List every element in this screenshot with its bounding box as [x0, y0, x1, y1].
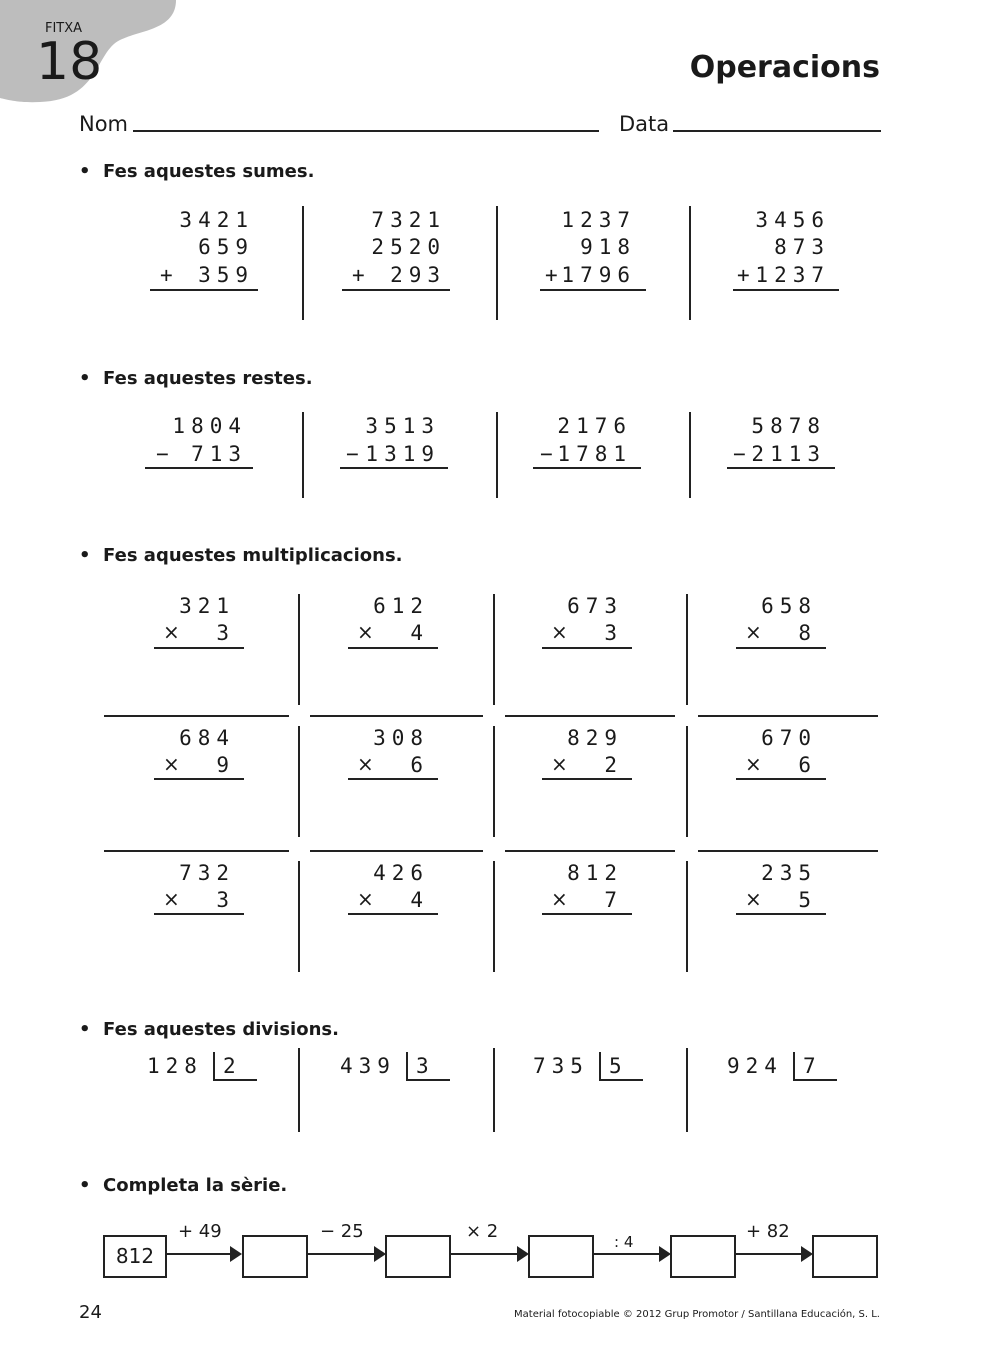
column-divider: [302, 412, 304, 498]
times-sign: ×: [163, 620, 180, 644]
divisor: 7: [803, 1054, 816, 1078]
multiplication-line: [154, 778, 244, 780]
row-divider: [505, 715, 675, 717]
series-heading-text: Completa la sèrie.: [103, 1175, 288, 1196]
sums-heading-text: Fes aquestes sumes.: [103, 161, 315, 182]
multiplier: 4: [410, 621, 429, 645]
series-answer-box[interactable]: [812, 1235, 878, 1278]
arrow-icon: [594, 1253, 669, 1255]
multiplication-line: [542, 647, 632, 649]
column-divider: [686, 861, 688, 972]
arrow-icon: [736, 1253, 811, 1255]
times-sign: ×: [551, 887, 568, 911]
times-sign: ×: [357, 620, 374, 644]
multiplier: 3: [604, 621, 623, 645]
multiplier: 7: [604, 888, 623, 912]
column-divider: [496, 206, 498, 320]
multiplicand: 612: [373, 594, 429, 618]
sum-line: [150, 289, 258, 291]
series-heading: • Completa la sèrie.: [79, 1175, 288, 1196]
multiplier: 8: [798, 621, 817, 645]
series-op: − 25: [320, 1221, 364, 1242]
divisor: 5: [609, 1054, 622, 1078]
plus-sign: +: [352, 263, 365, 287]
multiplier: 5: [798, 888, 817, 912]
multiplicand: 426: [373, 861, 429, 885]
page-title: Operacions: [689, 50, 880, 85]
sum-line: [733, 289, 839, 291]
multiplication-line: [736, 647, 826, 649]
column-divider: [686, 726, 688, 837]
multiplication-line: [736, 913, 826, 915]
divisor: 3: [416, 1054, 429, 1078]
subtrahend: 1319: [365, 442, 440, 466]
column-divider: [298, 1048, 300, 1132]
subtractions-heading-text: Fes aquestes restes.: [103, 368, 313, 389]
minus-sign: −: [346, 442, 359, 466]
subtraction-line: [533, 467, 641, 469]
row-divider: [310, 715, 483, 717]
minus-sign: −: [540, 442, 553, 466]
multiplication-line: [348, 647, 438, 649]
subtractions-heading: • Fes aquestes restes.: [79, 368, 313, 389]
multiplicand: 829: [567, 726, 623, 750]
multiplier: 9: [216, 753, 235, 777]
arrow-icon: [308, 1253, 384, 1255]
plus-sign: +: [545, 263, 558, 287]
multiplicand: 673: [567, 594, 623, 618]
dividend: 735: [533, 1054, 589, 1078]
addend: 359: [198, 263, 254, 287]
series-answer-box[interactable]: [670, 1235, 736, 1278]
divisions-heading-text: Fes aquestes divisions.: [103, 1019, 339, 1040]
series-op: : 4: [614, 1233, 634, 1251]
row-divider: [104, 850, 289, 852]
row-divider: [698, 715, 878, 717]
sum-line: [342, 289, 450, 291]
row-divider: [698, 850, 878, 852]
divisions-heading: • Fes aquestes divisions.: [79, 1019, 339, 1040]
minuend: 3513: [365, 414, 440, 438]
multiplier: 4: [410, 888, 429, 912]
subtrahend: 1781: [557, 442, 632, 466]
date-label: Data: [619, 112, 670, 136]
minuend: 2176: [557, 414, 632, 438]
column-divider: [493, 594, 495, 705]
name-field[interactable]: [133, 130, 599, 132]
multiplicand: 235: [761, 861, 817, 885]
row-divider: [104, 715, 289, 717]
sums-heading: • Fes aquestes sumes.: [79, 161, 315, 182]
subtraction-line: [727, 467, 835, 469]
times-sign: ×: [357, 752, 374, 776]
times-sign: ×: [745, 887, 762, 911]
multiplication-line: [542, 778, 632, 780]
minuend: 1804: [172, 414, 247, 438]
multiplier: 2: [604, 753, 623, 777]
multiplier: 6: [410, 753, 429, 777]
multiplication-line: [154, 647, 244, 649]
dividend: 439: [340, 1054, 396, 1078]
multiplicand: 812: [567, 861, 623, 885]
addend: 3421: [179, 208, 254, 232]
times-sign: ×: [551, 752, 568, 776]
multiplication-line: [736, 778, 826, 780]
multiplication-line: [154, 913, 244, 915]
series-start-box: [103, 1235, 167, 1278]
subtrahend: 2113: [751, 442, 826, 466]
addend: 873: [774, 235, 830, 259]
column-divider: [493, 861, 495, 972]
multiplicand: 670: [761, 726, 817, 750]
multiplier: 3: [216, 621, 235, 645]
column-divider: [689, 206, 691, 320]
addend: 293: [390, 263, 446, 287]
dividend: 924: [727, 1054, 783, 1078]
subtraction-line: [340, 467, 448, 469]
minus-sign: −: [733, 442, 746, 466]
column-divider: [496, 412, 498, 498]
sum-line: [540, 289, 646, 291]
page-number: 24: [79, 1302, 102, 1323]
column-divider: [689, 412, 691, 498]
multiplication-line: [542, 913, 632, 915]
series-start-value: 812: [115, 1244, 155, 1268]
arrow-icon: [167, 1253, 240, 1255]
column-divider: [298, 726, 300, 837]
addend: 1796: [561, 263, 636, 287]
addend: 659: [198, 235, 254, 259]
subtrahend: 713: [191, 442, 247, 466]
multiplicand: 321: [179, 594, 235, 618]
multiplicand: 732: [179, 861, 235, 885]
subtraction-line: [145, 467, 253, 469]
multiplicand: 684: [179, 726, 235, 750]
column-divider: [302, 206, 304, 320]
badge-label: FITXA: [45, 21, 83, 36]
plus-sign: +: [160, 263, 173, 287]
addend: 3456: [755, 208, 830, 232]
series-answer-box[interactable]: [528, 1235, 594, 1278]
multiplications-heading-text: Fes aquestes multiplicacions.: [103, 545, 403, 566]
series-op: + 49: [178, 1221, 222, 1242]
column-divider: [298, 861, 300, 972]
column-divider: [493, 726, 495, 837]
column-divider: [686, 594, 688, 705]
multiplier: 3: [216, 888, 235, 912]
badge-number: 18: [36, 32, 103, 92]
times-sign: ×: [551, 620, 568, 644]
multiplication-line: [348, 778, 438, 780]
multiplications-heading: • Fes aquestes multiplicacions.: [79, 545, 403, 566]
multiplicand: 658: [761, 594, 817, 618]
series-answer-box[interactable]: [385, 1235, 451, 1278]
series-answer-box[interactable]: [242, 1235, 308, 1278]
divisor: 2: [223, 1054, 236, 1078]
row-divider: [310, 850, 483, 852]
copyright: Material fotocopiable © 2012 Grup Promotor / Santillana Educación, S. L.: [514, 1309, 880, 1320]
series-op: + 82: [746, 1221, 790, 1242]
name-label: Nom: [79, 112, 129, 136]
addend: 7321: [371, 208, 446, 232]
column-divider: [298, 594, 300, 705]
addend: 2520: [371, 235, 446, 259]
times-sign: ×: [163, 752, 180, 776]
minuend: 5878: [751, 414, 826, 438]
addend: 918: [580, 235, 636, 259]
dividend: 128: [147, 1054, 203, 1078]
addend: 1237: [755, 263, 830, 287]
multiplicand: 308: [373, 726, 429, 750]
column-divider: [493, 1048, 495, 1132]
series-op: × 2: [466, 1221, 499, 1242]
addend: 1237: [561, 208, 636, 232]
column-divider: [686, 1048, 688, 1132]
minus-sign: −: [156, 442, 169, 466]
arrow-icon: [451, 1253, 527, 1255]
row-divider: [505, 850, 675, 852]
times-sign: ×: [163, 887, 180, 911]
date-field[interactable]: [673, 130, 881, 132]
times-sign: ×: [745, 620, 762, 644]
times-sign: ×: [745, 752, 762, 776]
multiplication-line: [348, 913, 438, 915]
times-sign: ×: [357, 887, 374, 911]
plus-sign: +: [737, 263, 750, 287]
multiplier: 6: [798, 753, 817, 777]
